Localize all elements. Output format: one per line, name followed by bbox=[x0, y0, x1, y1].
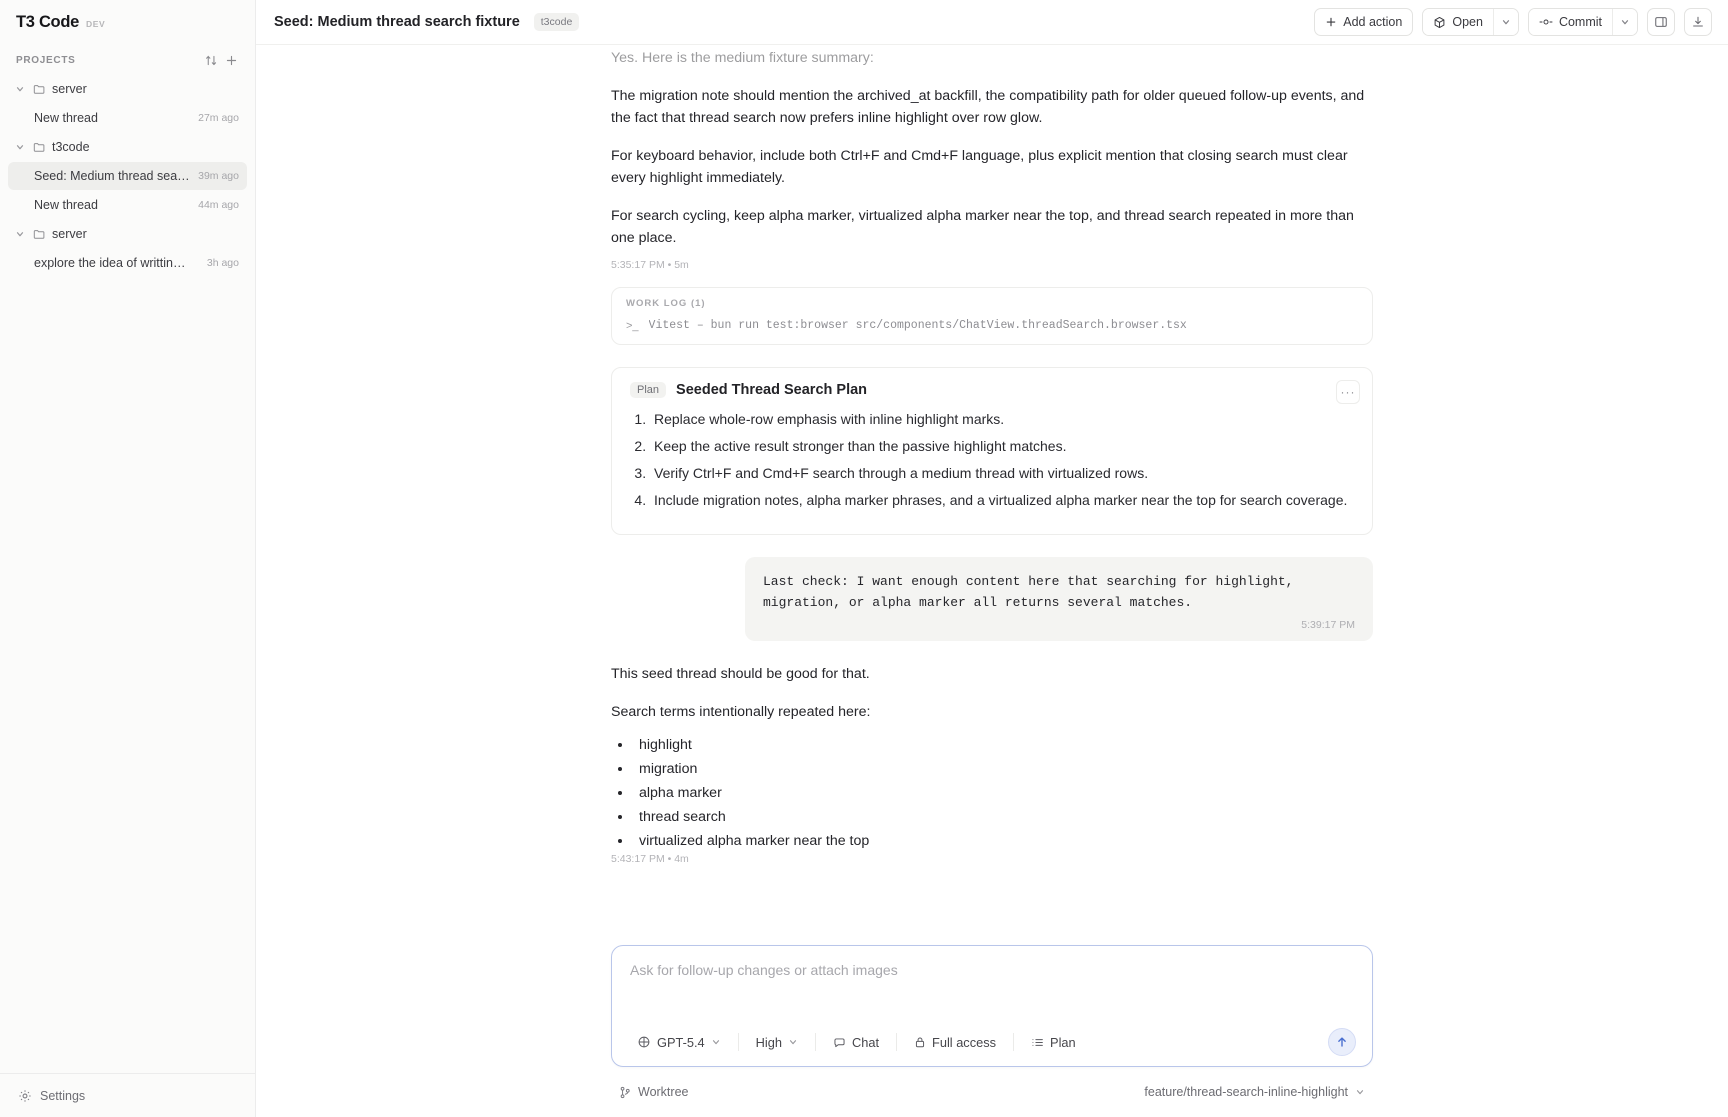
list-item: • alpha marker bbox=[633, 781, 1373, 805]
projects-header bbox=[0, 45, 255, 73]
work-log-title: WORK LOG (1) bbox=[626, 298, 706, 309]
message-input[interactable]: Ask for follow-up changes or attach images bbox=[630, 962, 898, 978]
plan-toggle[interactable] bbox=[1022, 1028, 1085, 1056]
download-icon[interactable] bbox=[1684, 8, 1712, 36]
cube-icon bbox=[1433, 16, 1446, 29]
assistant-timestamp: 5:35:17 PM • 5m bbox=[611, 259, 689, 271]
assistant-paragraph: This seed thread should be good for that. bbox=[611, 666, 870, 682]
ellipsis-icon[interactable]: ··· bbox=[1336, 380, 1360, 404]
thread-time: 39m ago bbox=[198, 170, 239, 182]
brand-badge: DEV bbox=[86, 19, 106, 29]
search-terms-list bbox=[633, 733, 1373, 853]
branch-selector[interactable] bbox=[1136, 1081, 1373, 1103]
plan-steps bbox=[650, 408, 1354, 511]
folder-icon bbox=[32, 82, 46, 96]
list-item: • thread search bbox=[633, 805, 1373, 829]
folder-name: server bbox=[52, 227, 87, 241]
open-split-button bbox=[1422, 8, 1519, 36]
lock-icon bbox=[914, 1036, 926, 1049]
settings-label: Settings bbox=[40, 1088, 86, 1103]
branch-icon bbox=[619, 1086, 631, 1099]
user-message-text: Last check: I want enough content here that searching for highlight, migration, or alpha marker all returns several matches. bbox=[763, 574, 1294, 610]
plan-tag: Plan bbox=[630, 382, 666, 398]
project-chip: t3code bbox=[534, 13, 580, 31]
statusbar bbox=[611, 1067, 1373, 1117]
terminal-prompt-icon: >_ bbox=[626, 319, 639, 332]
folder-icon bbox=[32, 140, 46, 154]
sort-icon[interactable] bbox=[201, 50, 221, 70]
model-label: GPT-5.4 bbox=[657, 1034, 705, 1050]
open-button[interactable] bbox=[1423, 9, 1493, 35]
commit-button[interactable] bbox=[1529, 9, 1612, 35]
commit-label: Commit bbox=[1558, 15, 1602, 29]
assistant-paragraph: Search terms intentionally repeated here: bbox=[611, 704, 871, 720]
thread-title: explore the idea of writtin… bbox=[34, 256, 186, 270]
folder-row[interactable] bbox=[8, 133, 247, 161]
thread-title: Seed: Medium thread sea… bbox=[34, 169, 190, 183]
divider bbox=[738, 1033, 739, 1051]
effort-selector[interactable] bbox=[747, 1028, 807, 1056]
chevron-down-icon bbox=[14, 141, 26, 153]
work-log-command-row bbox=[626, 319, 1358, 332]
commit-split-button bbox=[1528, 8, 1638, 36]
work-log-card[interactable] bbox=[611, 287, 1373, 345]
mode-label: Chat bbox=[851, 1034, 880, 1050]
plan-card bbox=[611, 367, 1373, 535]
plus-icon[interactable] bbox=[221, 50, 241, 70]
folder-name: server bbox=[52, 82, 87, 96]
plan-step: 2. Keep the active result stronger than the passive highlight matches. bbox=[650, 435, 1354, 457]
mode-selector[interactable] bbox=[824, 1028, 888, 1056]
composer-area bbox=[256, 935, 1728, 1117]
commit-dropdown-toggle[interactable] bbox=[1612, 9, 1637, 35]
chevron-down-icon bbox=[14, 228, 26, 240]
brand bbox=[0, 0, 255, 45]
gear-icon bbox=[18, 1089, 32, 1103]
chevron-down-icon bbox=[14, 83, 26, 95]
projects-label: PROJECTS bbox=[16, 54, 76, 66]
chevron-down-icon bbox=[1355, 1087, 1365, 1097]
assistant-intro-cut: Yes. Here is the medium fixture summary: bbox=[611, 50, 874, 66]
assistant-paragraph: For search cycling, keep alpha marker, virtualized alpha marker near the top, and thread search repeated in more than one place. bbox=[611, 208, 1354, 246]
commit-icon bbox=[1539, 16, 1553, 28]
plus-icon bbox=[1325, 16, 1337, 28]
folder-row[interactable] bbox=[8, 75, 247, 103]
sidebar bbox=[0, 0, 256, 1117]
assistant-paragraph: The migration note should mention the archived_at backfill, the compatibility path for older queued follow-up events, and the fact that thread search now prefers inline highlight over row glow. bbox=[611, 88, 1365, 126]
thread-time: 44m ago bbox=[198, 199, 239, 211]
final-timestamp: 5:43:17 PM • 4m bbox=[611, 853, 689, 865]
plan-step: 3. Verify Ctrl+F and Cmd+F search through a medium thread with virtualized rows. bbox=[650, 462, 1354, 484]
add-action-button[interactable] bbox=[1314, 8, 1413, 36]
main-panel bbox=[256, 0, 1728, 1117]
worktree-button[interactable] bbox=[611, 1081, 696, 1103]
list-item: • virtualized alpha marker near the top bbox=[633, 829, 1373, 853]
chevron-down-icon bbox=[711, 1037, 721, 1047]
open-label: Open bbox=[1452, 15, 1483, 29]
divider bbox=[896, 1033, 897, 1051]
access-label: Full access bbox=[932, 1034, 997, 1050]
sidebar-thread-item[interactable] bbox=[8, 191, 247, 219]
chat-icon bbox=[833, 1036, 846, 1049]
divider bbox=[815, 1033, 816, 1051]
list-item: • migration bbox=[633, 757, 1373, 781]
panel-right-icon[interactable] bbox=[1647, 8, 1675, 36]
sidebar-thread-item[interactable] bbox=[8, 249, 247, 277]
worktree-label: Worktree bbox=[638, 1085, 689, 1099]
thread-title: New thread bbox=[34, 198, 98, 212]
topbar-actions bbox=[1314, 8, 1712, 36]
brand-name: T3 Code bbox=[16, 13, 79, 31]
assistant-paragraph: For keyboard behavior, include both Ctrl+F and Cmd+F language, plus explicit mention that closing search must clear every highlight immediately. bbox=[611, 148, 1348, 186]
settings-button[interactable] bbox=[0, 1073, 255, 1117]
folder-row[interactable] bbox=[8, 220, 247, 248]
sidebar-thread-item-active[interactable] bbox=[8, 162, 247, 190]
conversation-scroll[interactable] bbox=[256, 45, 1728, 935]
thread-time: 27m ago bbox=[198, 112, 239, 124]
effort-label: High bbox=[755, 1034, 782, 1050]
topbar bbox=[256, 0, 1728, 45]
plan-title: Seeded Thread Search Plan bbox=[676, 382, 868, 398]
composer-toolbar bbox=[628, 1028, 1356, 1056]
user-message bbox=[745, 557, 1373, 641]
access-selector[interactable] bbox=[905, 1028, 1005, 1056]
thread-title: New thread bbox=[34, 111, 98, 125]
plan-step: 1. Replace whole-row emphasis with inline highlight marks. bbox=[650, 408, 1354, 430]
plan-step: 4. Include migration notes, alpha marker phrases, and a virtualized alpha marker near the top for search coverage. bbox=[650, 489, 1354, 511]
project-tree bbox=[0, 73, 255, 278]
thread-time: 3h ago bbox=[206, 257, 239, 269]
sidebar-thread-item[interactable] bbox=[8, 104, 247, 132]
openai-logo-icon bbox=[637, 1035, 651, 1049]
folder-icon bbox=[32, 227, 46, 241]
user-message-time: 5:39:17 PM bbox=[1301, 619, 1355, 631]
list-item: • highlight bbox=[633, 733, 1373, 757]
plan-header bbox=[630, 382, 1354, 398]
list-icon bbox=[1031, 1036, 1044, 1049]
folder-name: t3code bbox=[52, 140, 90, 154]
send-button[interactable] bbox=[1328, 1028, 1356, 1056]
branch-label: feature/thread-search-inline-highlight bbox=[1144, 1085, 1348, 1099]
chevron-down-icon bbox=[788, 1037, 798, 1047]
plan-label: Plan bbox=[1050, 1034, 1076, 1050]
add-action-label: Add action bbox=[1343, 15, 1403, 29]
composer[interactable] bbox=[611, 945, 1373, 1067]
work-log-command: Vitest – bun run test:browser src/components/ChatView.threadSearch.browser.tsx bbox=[648, 319, 1187, 332]
model-selector[interactable] bbox=[628, 1028, 730, 1056]
page-title: Seed: Medium thread search fixture bbox=[274, 14, 520, 30]
open-dropdown-toggle[interactable] bbox=[1493, 9, 1518, 35]
divider bbox=[1013, 1033, 1014, 1051]
conversation bbox=[611, 45, 1373, 865]
